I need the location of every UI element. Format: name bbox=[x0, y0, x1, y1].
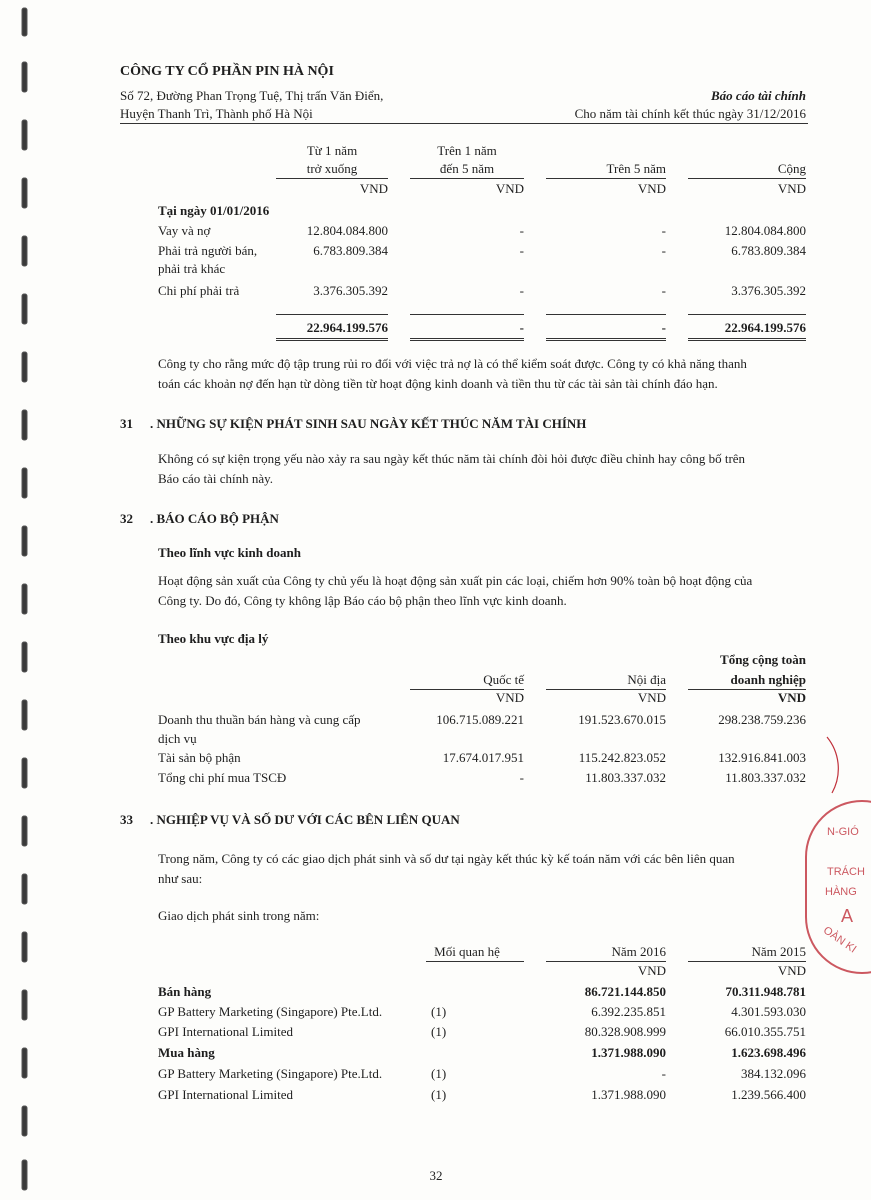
section-number: 31 bbox=[120, 416, 133, 431]
t1-row-label: Chi phí phải trả bbox=[158, 283, 240, 298]
t2-unit: VND bbox=[495, 690, 524, 705]
t1-cell: - bbox=[661, 223, 666, 238]
t1-col1-header-line1: Từ 1 năm bbox=[306, 143, 358, 158]
t1-section-label: Tại ngày 01/01/2016 bbox=[158, 203, 270, 218]
t3-col-relationship-header: Mối quan hệ bbox=[434, 944, 500, 959]
stamp-text: A bbox=[841, 906, 854, 926]
t3-cell: 80.328.908.999 bbox=[584, 1024, 666, 1039]
company-seal-stamp bbox=[805, 800, 871, 974]
t1-cell: - bbox=[519, 283, 524, 298]
t3-unit: VND bbox=[637, 963, 666, 978]
t3-row-label: GP Battery Marketing (Singapore) Pte.Ltd. bbox=[158, 1004, 383, 1019]
t3-cell-relationship: (1) bbox=[431, 1024, 447, 1039]
page-number: 32 bbox=[429, 1168, 443, 1183]
t3-cell: 6.392.235.851 bbox=[591, 1004, 666, 1019]
paragraph-line: Trong năm, Công ty có các giao dịch phát sinh và số dư tại ngày kết thúc kỳ kế toán năm với các bên liên quan bbox=[158, 851, 735, 866]
t1-unit: VND bbox=[637, 181, 666, 196]
t3-cell: - bbox=[661, 1066, 666, 1081]
subsection-title: Theo khu vực địa lý bbox=[158, 631, 269, 646]
t3-cell-relationship: (1) bbox=[431, 1087, 447, 1102]
t2-cell: 132.916.841.003 bbox=[718, 750, 806, 765]
signature-mark bbox=[812, 735, 852, 795]
t1-col4-header: Cộng bbox=[777, 161, 806, 176]
t1-total-rule bbox=[546, 314, 666, 315]
t3-col-rule bbox=[546, 961, 666, 962]
t3-cell: 4.301.593.030 bbox=[731, 1004, 806, 1019]
t1-total-cell: - bbox=[661, 320, 666, 335]
t2-cell: 17.674.017.951 bbox=[442, 750, 524, 765]
stamp-text: HÀNG bbox=[825, 886, 857, 898]
t1-cell: 6.783.809.384 bbox=[731, 243, 806, 258]
t1-total-cell: - bbox=[519, 320, 524, 335]
t1-cell: - bbox=[519, 223, 524, 238]
t2-row-label-cont: dịch vụ bbox=[158, 731, 197, 746]
t1-total-cell: 22.964.199.576 bbox=[306, 320, 388, 335]
t1-double-rule bbox=[688, 338, 806, 341]
t1-unit: VND bbox=[777, 181, 806, 196]
t1-cell: 12.804.084.800 bbox=[306, 223, 388, 238]
t3-cell: 1.623.698.496 bbox=[731, 1045, 806, 1060]
stamp-text: TRÁCH bbox=[827, 866, 865, 878]
report-period: Cho năm tài chính kết thúc ngày 31/12/2016 bbox=[574, 106, 806, 121]
t1-cell: - bbox=[661, 283, 666, 298]
t3-unit: VND bbox=[777, 963, 806, 978]
t2-unit: VND bbox=[637, 690, 666, 705]
t3-col-rule bbox=[426, 961, 524, 962]
t2-cell: 106.715.089.221 bbox=[436, 712, 524, 727]
t1-row-label: Phải trả người bán, bbox=[158, 243, 258, 258]
t2-col3-header-line1: Tổng cộng toàn bbox=[720, 652, 806, 667]
t3-cell: 1.239.566.400 bbox=[731, 1087, 806, 1102]
t2-cell: 11.803.337.032 bbox=[585, 770, 666, 785]
t3-row-label: GP Battery Marketing (Singapore) Pte.Ltd. bbox=[158, 1066, 383, 1081]
t1-total-cell: 22.964.199.576 bbox=[724, 320, 806, 335]
t2-cell: 298.238.759.236 bbox=[718, 712, 806, 727]
t3-row-label: Mua hàng bbox=[158, 1045, 215, 1060]
t3-cell-relationship: (1) bbox=[431, 1004, 447, 1019]
company-name: CÔNG TY CỔ PHẦN PIN HÀ NỘI bbox=[120, 64, 334, 79]
t2-cell: 11.803.337.032 bbox=[725, 770, 806, 785]
company-address-line2: Huyện Thanh Trì, Thành phố Hà Nội bbox=[120, 106, 313, 121]
t2-col1-header: Quốc tế bbox=[483, 672, 524, 687]
t2-cell: - bbox=[519, 770, 524, 785]
t1-unit: VND bbox=[495, 181, 524, 196]
t1-col4-rule bbox=[688, 178, 806, 179]
t1-row-label: Vay và nợ bbox=[158, 223, 211, 238]
paragraph-line: Giao dịch phát sinh trong năm: bbox=[158, 908, 320, 923]
t3-cell: 1.371.988.090 bbox=[591, 1045, 666, 1060]
t3-row-label: GPI International Limited bbox=[158, 1087, 294, 1102]
t3-col-rule bbox=[688, 961, 806, 962]
t1-cell: 3.376.305.392 bbox=[313, 283, 388, 298]
t2-col2-header: Nội địa bbox=[627, 672, 666, 687]
t2-row-label: Tài sản bộ phận bbox=[158, 750, 241, 765]
t1-col3-header: Trên 5 năm bbox=[606, 161, 666, 176]
section-number: 32 bbox=[120, 511, 133, 526]
t1-cell: 3.376.305.392 bbox=[731, 283, 806, 298]
t1-col2-header-line2: đến 5 năm bbox=[439, 161, 495, 176]
t1-total-rule bbox=[410, 314, 524, 315]
t1-col1-rule bbox=[276, 178, 388, 179]
t3-row-label: GPI International Limited bbox=[158, 1024, 294, 1039]
t1-double-rule bbox=[410, 338, 524, 341]
stamp-text: N-GIÓ bbox=[827, 826, 859, 838]
paragraph-line: như sau: bbox=[158, 871, 203, 886]
t3-cell: 66.010.355.751 bbox=[724, 1024, 806, 1039]
section-number: 33 bbox=[120, 812, 133, 827]
paragraph-line: Hoạt động sản xuất của Công ty chủ yếu là hoạt động sản xuất pin các loại, chiếm hơn 90% toàn bộ hoạt động của bbox=[158, 573, 753, 588]
section-title: . NGHIỆP VỤ VÀ SỐ DƯ VỚI CÁC BÊN LIÊN QUAN bbox=[150, 812, 460, 827]
t3-cell: 384.132.096 bbox=[741, 1066, 806, 1081]
section-title: . NHỮNG SỰ KIỆN PHÁT SINH SAU NGÀY KẾT THÚC NĂM TÀI CHÍNH bbox=[150, 416, 587, 431]
t3-cell: 70.311.948.781 bbox=[725, 984, 806, 999]
t1-total-rule bbox=[688, 314, 806, 315]
t1-col3-rule bbox=[546, 178, 666, 179]
t2-cell: 115.242.823.052 bbox=[578, 750, 666, 765]
t1-cell: - bbox=[661, 243, 666, 258]
t2-cell: 191.523.670.015 bbox=[578, 712, 666, 727]
t1-col1-header-line2: trở xuống bbox=[306, 161, 358, 176]
t2-unit: VND bbox=[777, 690, 806, 705]
t1-total-rule bbox=[276, 314, 388, 315]
t1-unit: VND bbox=[359, 181, 388, 196]
t1-cell: - bbox=[519, 243, 524, 258]
t3-col-2016-header: Năm 2016 bbox=[611, 944, 666, 959]
paragraph-line: Công ty. Do đó, Công ty không lập Báo cáo bộ phận theo lĩnh vực kinh doanh. bbox=[158, 593, 567, 608]
t3-cell: 86.721.144.850 bbox=[584, 984, 666, 999]
binding-marks bbox=[0, 0, 40, 1200]
t1-double-rule bbox=[276, 338, 388, 341]
paragraph-line: Không có sự kiện trọng yếu nào xảy ra sau ngày kết thúc năm tài chính đòi hỏi được điều chỉnh hay công bố trên bbox=[158, 451, 746, 466]
t1-col2-header-line1: Trên 1 năm bbox=[437, 143, 497, 158]
t1-row-label-cont: phải trả khác bbox=[158, 261, 226, 276]
section-title: . BÁO CÁO BỘ PHẬN bbox=[150, 511, 279, 526]
report-title: Báo cáo tài chính bbox=[711, 88, 806, 103]
t1-cell: 6.783.809.384 bbox=[313, 243, 388, 258]
paragraph-line: Công ty cho rằng mức độ tập trung rủi ro đối với việc trả nợ là có thể kiểm soát được. Công ty có khả năng thanh bbox=[158, 356, 747, 371]
t3-cell: 1.371.988.090 bbox=[591, 1087, 666, 1102]
header-rule bbox=[120, 123, 808, 124]
subsection-title: Theo lĩnh vực kinh doanh bbox=[158, 545, 301, 560]
t2-row-label: Tổng chi phí mua TSCĐ bbox=[158, 770, 287, 785]
t2-col3-header-line2: doanh nghiệp bbox=[730, 672, 806, 687]
t3-col-2015-header: Năm 2015 bbox=[751, 944, 806, 959]
paragraph-line: Báo cáo tài chính này. bbox=[158, 471, 274, 486]
t3-cell-relationship: (1) bbox=[431, 1066, 447, 1081]
t1-col2-rule bbox=[410, 178, 524, 179]
t3-row-label: Bán hàng bbox=[158, 984, 212, 999]
stamp-text: OÀN KI bbox=[820, 924, 859, 956]
t1-double-rule bbox=[546, 338, 666, 341]
t2-row-label: Doanh thu thuần bán hàng và cung cấp bbox=[158, 712, 361, 727]
company-address-line1: Số 72, Đường Phan Trọng Tuệ, Thị trấn Văn Điển, bbox=[120, 88, 384, 103]
paragraph-line: toán các khoản nợ đến hạn từ dòng tiền từ hoạt động kinh doanh và tiền thu từ các tài sản tài chính đáo hạn. bbox=[158, 376, 718, 391]
t1-cell: 12.804.084.800 bbox=[724, 223, 806, 238]
